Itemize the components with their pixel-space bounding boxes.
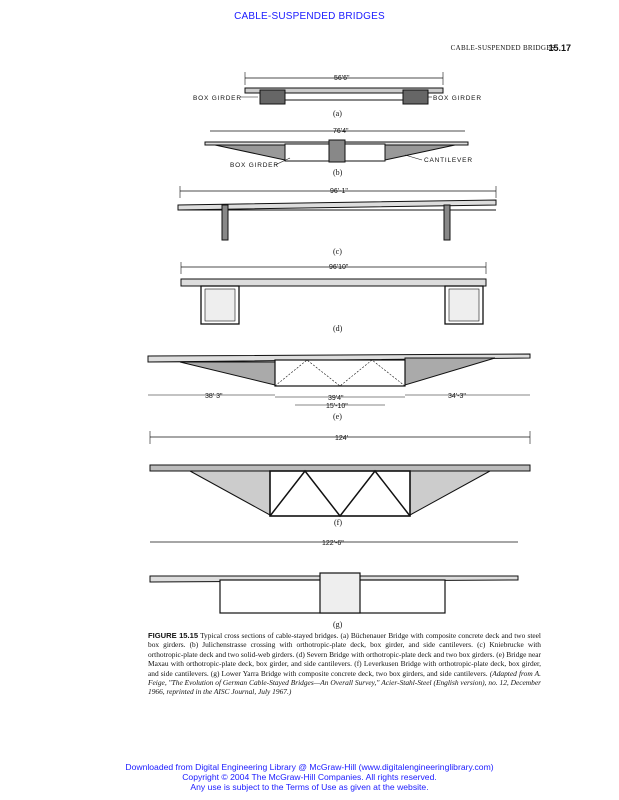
label-d: (d) — [333, 324, 343, 333]
panel-f — [150, 431, 530, 527]
label-a: (a) — [333, 109, 342, 118]
page-number: 15.17 — [548, 43, 571, 53]
panel-a — [193, 72, 482, 118]
panel-g — [150, 540, 518, 629]
label-b: (b) — [333, 168, 343, 177]
panel-d — [181, 262, 486, 333]
dimension-f: 124' — [335, 435, 349, 442]
footer-line-1[interactable]: Downloaded from Digital Engineering Library @ McGraw-Hill (www.digitalengineeringlibrary.com) — [125, 762, 494, 772]
label-f: (f) — [334, 518, 342, 527]
panel-c — [178, 186, 496, 256]
figure-caption — [148, 631, 541, 697]
callout-a-right: BOX GIRDER — [433, 95, 482, 102]
panel-e — [148, 354, 530, 421]
figure-number: FIGURE 15.15 — [148, 631, 199, 640]
callout-b-right: CANTILEVER — [424, 157, 473, 164]
running-head: CABLE-SUSPENDED BRIDGES — [450, 44, 555, 52]
callout-a-left: BOX GIRDER — [193, 95, 242, 102]
panel-b — [205, 128, 473, 177]
dimension-e-left: 38' 3" — [205, 393, 223, 400]
dimension-a: 56'6" — [334, 75, 350, 82]
caption-source: (Adapted from A. Feige, "The Evolution of German Cable-Stayed Bridges—An Overall Survey," Acier-Stahl-Steel (English version), no. 12, December 1966, reprinted in the AISC Journal, July 1967.) — [148, 668, 542, 697]
footer-line-3: Any use is subject to the Terms of Use as given at the website. — [190, 782, 429, 792]
dimension-c: 96'-1" — [330, 188, 348, 195]
callout-b-left: BOX GIRDER — [230, 162, 279, 169]
caption-text: Typical cross sections of cable-stayed bridges. (a) Büchenauer Bridge with composite concrete deck and two steel box girders. (b) Julichenstrasse crossing with orthotropic-plate deck, box girder, and side cantilevers. (c) Kniebrucke with orthotropic-plate deck and two solid-web girders. (d) Severn Bridge with orthotropic-plate deck and two box girders. (e) Bridge near Maxau with orthotropic-plate deck, box girder, and side cantilevers. (f) Leverkusen Bridge with orthotropic-plate deck, box girder, and side cantilevers. (g) Lower Yarra Bridge with composite concrete deck, two box girders, and side cantilevers. — [148, 631, 541, 678]
top-banner: CABLE-SUSPENDED BRIDGES — [234, 11, 385, 22]
dimension-e-inner: 15'-10" — [326, 403, 348, 410]
dimension-e-right: 34'-3" — [448, 393, 466, 400]
dimension-d: 96'10" — [329, 264, 349, 271]
dimension-e-box: 39'4" — [328, 395, 344, 402]
dimension-g: 122'-6" — [322, 540, 344, 547]
dimension-b: 76'4" — [333, 128, 349, 135]
footer — [0, 762, 619, 792]
label-g: (g) — [333, 620, 343, 629]
label-e: (e) — [333, 412, 342, 421]
footer-line-2: Copyright © 2004 The McGraw-Hill Companies. All rights reserved. — [182, 772, 437, 782]
label-c: (c) — [333, 247, 342, 256]
